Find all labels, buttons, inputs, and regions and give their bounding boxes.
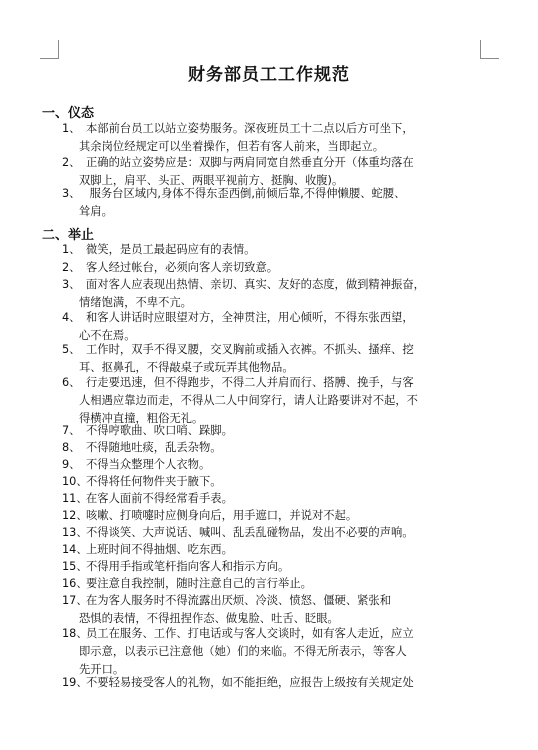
list-item: 11、在客人面前不得经常看手表。 — [62, 492, 233, 505]
list-item: 1、 微笑，是员工最起码应有的表情。 — [62, 243, 256, 256]
list-item: 7、 不得哼歌曲、吹口哨、跺脚。 — [62, 424, 233, 437]
list-item: 19、不要轻易接受客人的礼物，如不能拒绝，应报告上级按有关规定处 — [62, 676, 414, 689]
list-item: 13、不得谈笑、大声说话、喊叫、乱丢乱碰物品，发出不必要的声响。 — [62, 526, 414, 539]
list-item: 6、 行走要迅速，但不得跑步，不得二人并肩而行、搭膊、挽手，与客 人相遇应靠边而走，不得从二人中间穿行，请人让路要讲对不起，不 得横冲直撞，粗俗无礼。 — [62, 376, 418, 425]
list-item: 17、在为客人服务时不得流露出厌烦、冷淡、愤怒、僵硬、紧张和 恐惧的表情，不得扭捏作态、做鬼脸、吐舌、眨眼。 — [62, 594, 392, 625]
list-item: 3、 服务台区域内,身体不得东歪西倒,前倾后靠,不得伸懒腰、蛇腰、 耸肩。 — [62, 187, 406, 218]
list-item: 14、上班时间不得抽烟、吃东西。 — [62, 543, 233, 556]
list-item: 2、 正确的站立姿势应是：双脚与两肩同宽自然垂直分开（体重均落在 双脚上，肩平、头正、两眼平视前方、挺胸、收腹)。 — [62, 156, 414, 187]
margin-corner-mark — [40, 40, 59, 59]
list-item: 5、 工作时，双手不得叉腰，交叉胸前或插入衣裤。不抓头、搔痒、挖 耳、抠鼻孔，不得敲桌子或玩弄其他物品。 — [62, 343, 414, 374]
list-item: 9、 不得当众整理个人衣物。 — [62, 458, 211, 471]
section-heading: 二、举止 — [42, 228, 95, 243]
list-item: 10、不得将任何物件夹于腋下。 — [62, 475, 222, 488]
list-item: 18、员工在服务、工作、打电话或与客人交谈时，如有客人走近，应立 即示意，以表示已注意他（她）们的来临。不得无所表示，等客人 先开口。 — [62, 627, 414, 676]
list-item: 2、 客人经过帐台，必须向客人亲切致意。 — [62, 261, 279, 274]
list-item: 4、 和客人讲话时应眼望对方，全神贯注，用心倾听，不得东张西望， 心不在焉。 — [62, 311, 414, 342]
list-item: 15、不得用手指或笔杆指向客人和指示方向。 — [62, 560, 290, 573]
margin-corner-mark — [480, 40, 499, 59]
section-heading: 一、仪态 — [42, 106, 95, 121]
document-title: 财务部员工工作规范 — [188, 65, 350, 85]
list-item: 1、 本部前台员工以站立姿势服务。深夜班员工十二点以后方可坐下， 其余岗位经规定可以坐着操作，但若有客人前来，当即起立。 — [62, 122, 414, 153]
list-item: 12、咳嗽、打喷嚏时应侧身向后，用手遮口，并说对不起。 — [62, 509, 358, 522]
list-item: 3、 面对客人应表现出热情、亲切、真实、友好的态度，做到精神振奋， 情绪饱满，不卑不亢。 — [62, 278, 425, 309]
list-item: 16、要注意自我控制，随时注意自己的言行举止。 — [62, 577, 312, 590]
list-item: 8、 不得随地吐痰，乱丢杂物。 — [62, 441, 222, 454]
